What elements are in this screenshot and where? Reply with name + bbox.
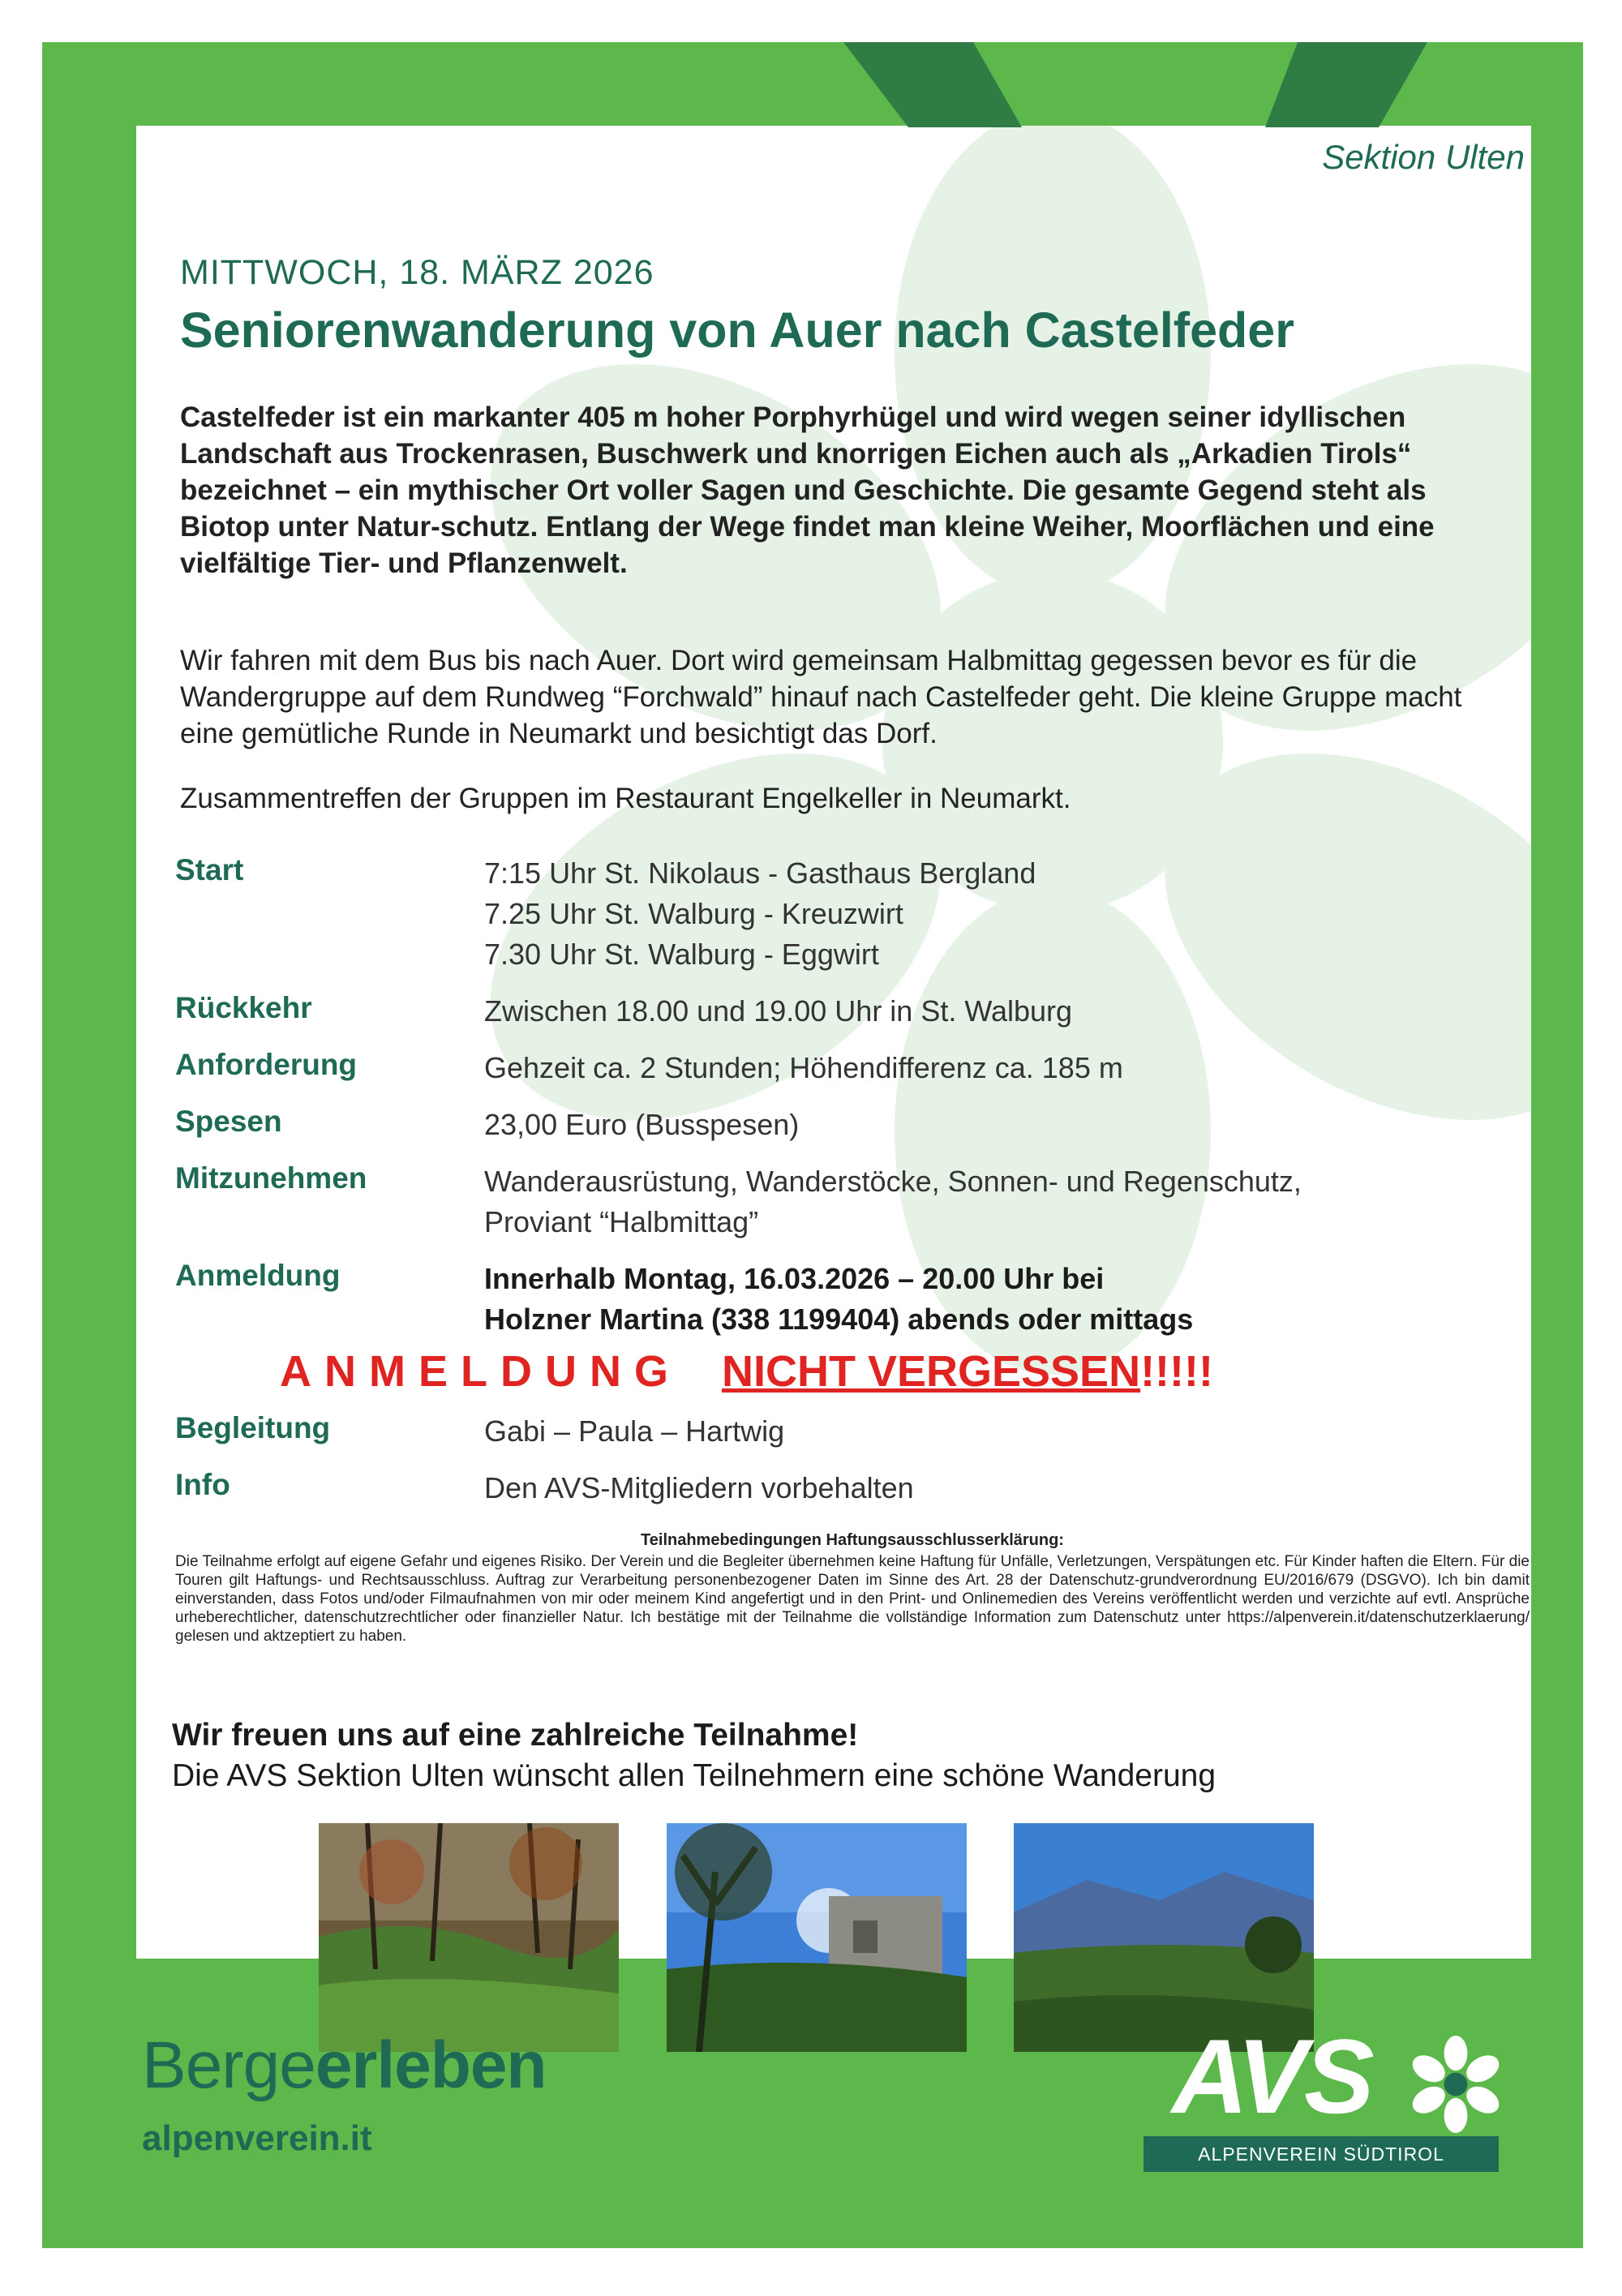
edelweiss-icon — [1407, 2036, 1504, 2133]
disclaimer-text: Die Teilnahme erfolgt auf eigene Gefahr und eigenes Risiko. Der Verein und die Begleiter übernehmen keine Haftung für Unfälle, Verletzungen, Verspätungen etc. Für Kinder haften die Eltern. Für die Touren gilt Haftungs- und Rechtsausschluss. Auftrag zur Verarbeitung personenbezogener Daten im Sinne des Art. 28 der Datenschutz-grundverordnung EU/2016/679 (DSGVO). Ich bin damit einverstanden, dass Fotos und/oder Filmaufnahmen von mir oder meinem Kind angefertigt und in den Print- und Onlinemedien des Vereins veröffentlicht werden und verzichte auf evtl. Ansprüche urheberechtlicher, datenschutzrechtlicher oder finanzieller Natur. Ich bestätige mit der Teilnahme die vollständige Information zum Datenschutz unter https://alpenverein.it/datenschutzerklaerung/ gelesen und aktzeptiert zu haben. — [175, 1553, 1530, 1645]
berge-erleben-logo — [142, 2028, 547, 2104]
start-time-1: 7:15 Uhr St. Nikolaus - Gasthaus Bergland — [484, 856, 1036, 890]
return-value: Zwischen 18.00 und 19.00 Uhr in St. Walburg — [484, 994, 1073, 1028]
photo-ruin — [667, 1823, 967, 2052]
brand-light-text: Berge — [142, 2028, 315, 2102]
guide-label: Begleitung — [175, 1411, 331, 1444]
warning-underlined-text: NICHT VERGESSEN — [721, 1347, 1141, 1396]
registration-warning — [280, 1346, 1213, 1397]
registration-label: Anmeldung — [175, 1259, 341, 1292]
bring-value-2: Proviant “Halbmittag” — [484, 1205, 759, 1238]
bring-label: Mitzunehmen — [175, 1161, 367, 1195]
brand-bold-text: erleben — [315, 2028, 547, 2102]
start-label: Start — [175, 853, 244, 886]
warning-exclamation: !!!!! — [1140, 1347, 1213, 1396]
photo-forest — [319, 1823, 619, 2052]
cost-value: 23,00 Euro (Busspesen) — [484, 1108, 800, 1141]
closing-text: Die AVS Sektion Ulten wünscht allen Teilnehmern eine schöne Wanderung — [172, 1758, 1216, 1793]
info-label: Info — [175, 1468, 230, 1501]
intro-bold-paragraph: Castelfeder ist ein markanter 405 m hoher Porphyrhügel und wird wegen seiner idyllischen Landschaft aus Trockenrasen, Buschwerk und knorrigen Eichen auch als „Arkadien Tirols“ bezeichnet – ein mythischer Ort voller Sagen und Geschichte. Die gesamte Gegend steht als Biotop unter Natur-schutz. Entlang der Wege findet man kleine Weiher, Moorflächen und eine vielfältige Tier- und Pflanzenwelt. — [180, 401, 1435, 579]
corner-decoration — [811, 42, 1427, 204]
requirement-label: Anforderung — [175, 1048, 358, 1081]
avs-logo-text: AVS — [1172, 2017, 1371, 2135]
event-date: MITTWOCH, 18. MÄRZ 2026 — [180, 253, 654, 292]
return-label: Rückkehr — [175, 991, 312, 1024]
warning-spaced-text: ANMELDUNG — [280, 1347, 681, 1396]
website-link[interactable]: alpenverein.it — [142, 2118, 372, 2158]
section-name: Sektion Ulten — [1322, 138, 1525, 176]
page-title: Seniorenwanderung von Auer nach Castelfeder — [180, 303, 1294, 358]
cost-label: Spesen — [175, 1105, 282, 1138]
avs-band: ALPENVEREIN SÜDTIROL — [1144, 2136, 1499, 2172]
intro-paragraph: Wir fahren mit dem Bus bis nach Auer. Dort wird gemeinsam Halbmittag gegessen bevor es für die Wandergruppe auf dem Rundweg “Forchwald” hinauf nach Castelfeder geht. Die kleine Gruppe macht eine gemütliche Runde in Neumarkt und besichtigt das Dorf. — [180, 645, 1462, 749]
meeting-text: Zusammentreffen der Gruppen im Restaurant Engelkeller in Neumarkt. — [180, 783, 1071, 814]
closing-bold: Wir freuen uns auf eine zahlreiche Teilnahme! — [172, 1718, 859, 1753]
start-time-2: 7.25 Uhr St. Walburg - Kreuzwirt — [484, 897, 903, 930]
guide-value: Gabi – Paula – Hartwig — [484, 1414, 785, 1448]
disclaimer-title: Teilnahmebedingungen Haftungsausschlusserklärung: — [641, 1531, 1064, 1549]
bring-value-1: Wanderausrüstung, Wanderstöcke, Sonnen- und Regenschutz, — [484, 1165, 1302, 1198]
registration-value-2: Holzner Martina (338 1199404) abends oder mittags — [484, 1302, 1194, 1336]
requirement-value: Gehzeit ca. 2 Stunden; Höhendifferenz ca. 185 m — [484, 1051, 1123, 1084]
start-time-3: 7.30 Uhr St. Walburg - Eggwirt — [484, 938, 879, 971]
info-value: Den AVS-Mitgliedern vorbehalten — [484, 1471, 914, 1504]
registration-value-1: Innerhalb Montag, 16.03.2026 – 20.00 Uhr bei — [484, 1262, 1105, 1295]
avs-logo — [1139, 2015, 1521, 2202]
